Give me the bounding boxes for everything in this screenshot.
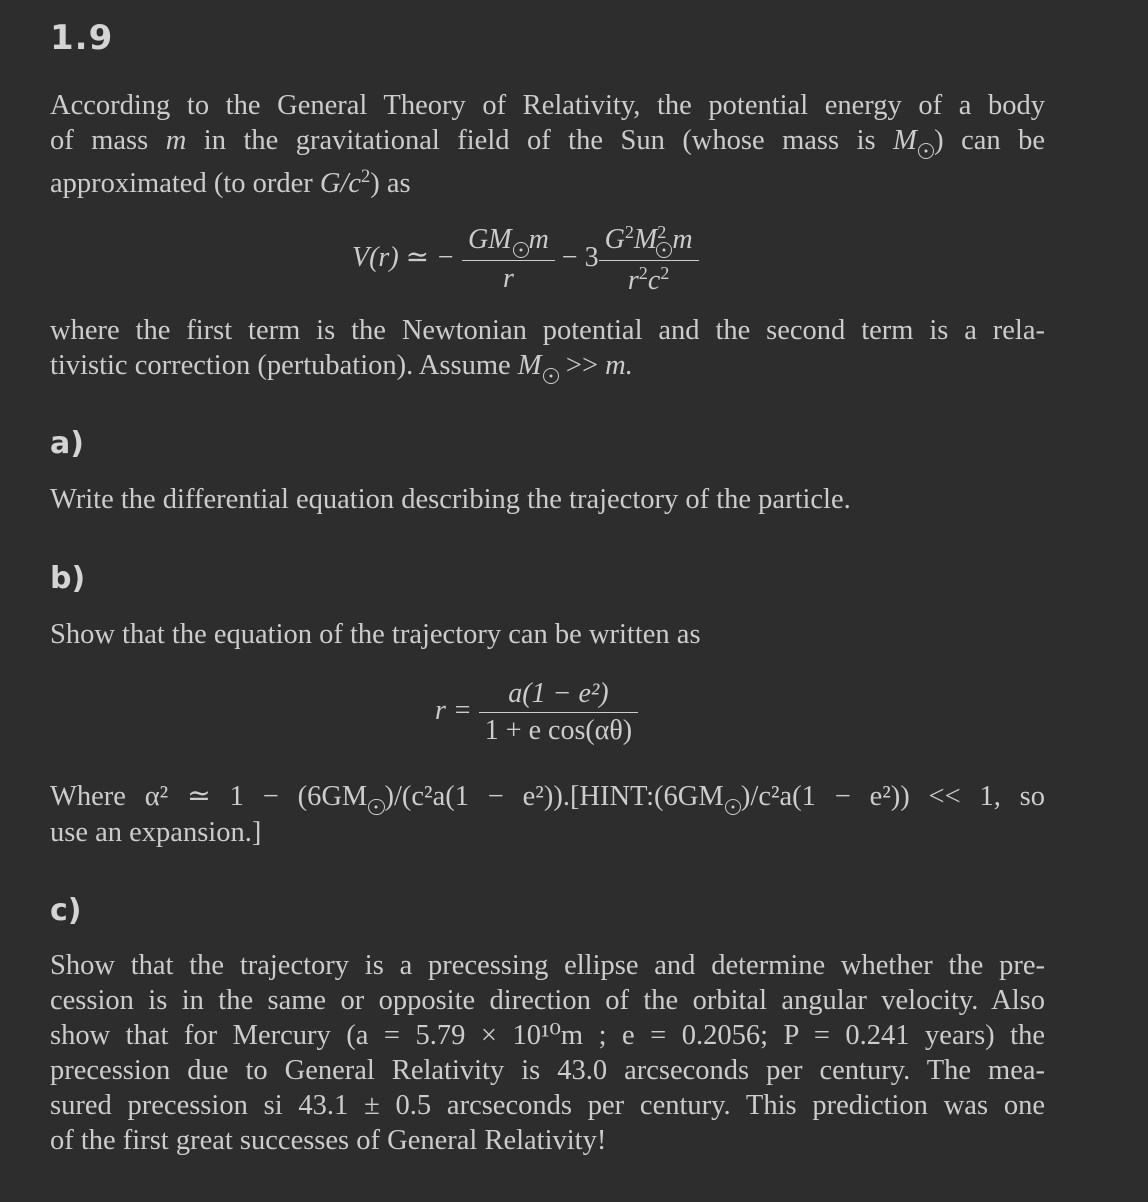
trajectory-fraction: $\frac{\text{a(1 − e²)}}{\text{1 + e cos(αθ)}}$ (479, 678, 638, 747)
trajectory-equation (435, 678, 638, 747)
part-a-label: a) (50, 426, 84, 461)
intro-paragraph (50, 88, 1045, 201)
potential-lhs: V(r) ≃ − (352, 241, 456, 273)
part-c-line-6: of the first great successes of General Relativity! (50, 1125, 607, 1156)
newtonian-term: $\frac{\text{GM m}}{r}$ (462, 224, 555, 295)
part-b-hint-line-1: Where α² ≃ 1 − (6GM )/(c²a(1 − e²)).[HINT:(6GM )/c²a(1 − e²)) << 1, so (50, 779, 1045, 815)
relativistic-term: $\frac{G^2M^2 m}{r^2c^2}$ (599, 222, 699, 297)
part-b-hint-line-2: use an expansion.] (50, 816, 262, 848)
after-eq-line-2: tivistic correction (pertubation). Assume M >> m. (50, 348, 1045, 384)
part-c-line-1: Show that the trajectory is a precessing ellipse and determine whether the pre- (50, 950, 1045, 981)
sun-symbol (918, 143, 934, 159)
intro-line-3: approximated (to order $G/c^2$) as (50, 165, 411, 200)
part-a-text: Write the differential equation describing the trajectory of the particle. (50, 484, 851, 515)
after-eq-line-1: where the first term is the Newtonian potential and the second term is a rela- (50, 315, 1045, 346)
part-c-line-4: precession due to General Relativity is 43.0 arcseconds per century. The mea- (50, 1055, 1045, 1086)
part-c-line-5: sured precession si 43.1 ± 0.5 arcseconds per century. This prediction was one (50, 1090, 1045, 1121)
correction-coefficient: − 3 (561, 241, 599, 273)
after-equation-paragraph (50, 313, 1045, 384)
part-c-label: c) (50, 893, 82, 928)
part-c-line-2: cession is in the same or opposite direction of the orbital angular velocity. Also (50, 985, 1045, 1016)
intro-line-1: According to the General Theory of Relativity, the potential energy of a body (50, 90, 1045, 121)
problem-number: 1.9 (50, 18, 114, 58)
part-b-text: Show that the equation of the trajectory can be written as (50, 619, 701, 650)
intro-line-2: of mass m in the gravitational field of the Sun (whose mass is M ) can be (50, 123, 1045, 159)
trajectory-lhs: r = (435, 694, 472, 726)
part-c-line-3: show that for Mercury (a = 5.79 × 10¹⁰m ; e = 0.2056; P = 0.241 years) the (50, 1020, 1045, 1051)
part-b-hint (50, 779, 1045, 850)
part-c-text (50, 948, 1045, 1158)
potential-equation (352, 222, 699, 297)
part-b-label: b) (50, 561, 86, 596)
